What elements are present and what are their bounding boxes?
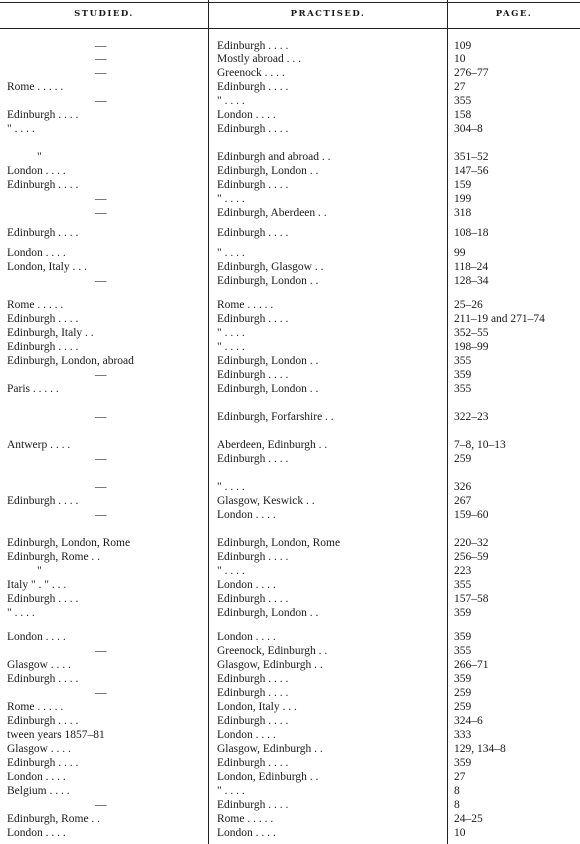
- cell-practised: Edinburgh . . . .: [217, 593, 289, 605]
- cell-page: 276–77: [454, 67, 489, 79]
- cell-page: 359: [454, 631, 472, 643]
- cell-practised: Glasgow, Edinburgh . .: [217, 659, 323, 671]
- cell-practised: Edinburgh, London, Rome: [217, 537, 341, 549]
- cell-studied: Antwerp . . . .: [7, 439, 71, 451]
- cell-studied: Rome . . . . .: [7, 701, 64, 713]
- cell-page: 318: [454, 207, 472, 219]
- cell-studied: Edinburgh . . . .: [7, 495, 79, 507]
- cell-page: 304–8: [454, 123, 483, 135]
- cell-page: 147–56: [454, 165, 489, 177]
- cell-practised: " . . . .: [217, 95, 245, 107]
- cell-page: 259: [454, 687, 472, 699]
- cell-studied: —: [95, 193, 107, 205]
- cell-studied: —: [95, 453, 107, 465]
- cell-page: 7–8, 10–13: [454, 439, 506, 451]
- cell-studied: Edinburgh . . . .: [7, 109, 79, 121]
- cell-practised: Edinburgh, London . .: [217, 275, 319, 287]
- cell-practised: London . . . .: [217, 827, 276, 839]
- cell-studied: London, Italy . . .: [7, 261, 87, 273]
- cell-studied: London . . . .: [7, 165, 66, 177]
- cell-practised: Edinburgh . . . .: [217, 551, 289, 563]
- cell-studied: London . . . .: [7, 771, 66, 783]
- cell-page: 220–32: [454, 537, 489, 549]
- cell-practised: London . . . .: [217, 729, 276, 741]
- cell-practised: Edinburgh . . . .: [217, 715, 289, 727]
- cell-page: 211–19 and 271–74: [454, 313, 545, 325]
- cell-practised: Edinburgh . . . .: [217, 313, 289, 325]
- cell-studied: Edinburgh, Italy . .: [7, 327, 94, 339]
- cell-studied: Paris . . . . .: [7, 383, 59, 395]
- cell-page: 359: [454, 673, 472, 685]
- cell-studied: Rome . . . . .: [7, 299, 64, 311]
- cell-studied: Edinburgh, London, Rome: [7, 537, 131, 549]
- column-divider-left: [208, 0, 209, 844]
- cell-studied: Edinburgh . . . .: [7, 313, 79, 325]
- cell-practised: Edinburgh . . . .: [217, 227, 289, 239]
- cell-studied: Edinburgh, London, abroad: [7, 355, 134, 367]
- cell-practised: London . . . .: [217, 579, 276, 591]
- cell-studied: Edinburgh . . . .: [7, 179, 79, 191]
- cell-page: 256–59: [454, 551, 489, 563]
- cell-practised: Edinburgh, Aberdeen . .: [217, 207, 327, 219]
- header-page: PAGE.: [495, 9, 533, 19]
- cell-studied: Edinburgh . . . .: [7, 715, 79, 727]
- cell-studied: —: [95, 40, 107, 52]
- cell-page: 267: [454, 495, 472, 507]
- cell-page: 157–58: [454, 593, 489, 605]
- cell-studied: —: [95, 95, 107, 107]
- cell-practised: Greenock, Edinburgh . .: [217, 645, 328, 657]
- cell-studied: Glasgow . . . .: [7, 743, 71, 755]
- cell-page: 159–60: [454, 509, 489, 521]
- cell-practised: Edinburgh, London . .: [217, 383, 319, 395]
- cell-page: 359: [454, 607, 472, 619]
- cell-studied: tween years 1857–81: [7, 729, 105, 741]
- cell-page: 99: [454, 247, 466, 259]
- cell-practised: " . . . .: [217, 785, 245, 797]
- cell-practised: Mostly abroad . . .: [217, 53, 302, 65]
- cell-page: 355: [454, 383, 472, 395]
- cell-page: 27: [454, 771, 466, 783]
- header-rule: [0, 28, 580, 29]
- cell-page: 355: [454, 355, 472, 367]
- cell-practised: Edinburgh . . . .: [217, 757, 289, 769]
- cell-page: 266–71: [454, 659, 489, 671]
- cell-studied: ": [37, 565, 42, 577]
- cell-practised: Edinburgh, London . .: [217, 165, 319, 177]
- cell-practised: Edinburgh . . . .: [217, 123, 289, 135]
- cell-practised: " . . . .: [217, 327, 245, 339]
- cell-practised: " . . . .: [217, 565, 245, 577]
- cell-practised: Glasgow, Edinburgh . .: [217, 743, 323, 755]
- cell-practised: " . . . .: [217, 193, 245, 205]
- cell-studied: Edinburgh . . . .: [7, 341, 79, 353]
- cell-studied: —: [95, 53, 107, 65]
- cell-page: 25–26: [454, 299, 483, 311]
- cell-studied: London . . . .: [7, 631, 66, 643]
- cell-page: 326: [454, 481, 472, 493]
- cell-practised: London . . . .: [217, 509, 276, 521]
- cell-page: 223: [454, 565, 472, 577]
- cell-studied: Edinburgh, Rome . .: [7, 813, 101, 825]
- cell-page: 10: [454, 827, 466, 839]
- cell-studied: Edinburgh . . . .: [7, 757, 79, 769]
- cell-studied: —: [95, 687, 107, 699]
- column-divider-right: [447, 0, 448, 844]
- cell-studied: Italy " . " . . .: [7, 579, 67, 591]
- cell-page: 351–52: [454, 151, 489, 163]
- cell-studied: " . . . .: [7, 607, 35, 619]
- cell-page: 24–25: [454, 813, 483, 825]
- cell-practised: Aberdeen, Edinburgh . .: [217, 439, 328, 451]
- cell-page: 158: [454, 109, 472, 121]
- cell-practised: Edinburgh . . . .: [217, 179, 289, 191]
- cell-studied: Glasgow . . . .: [7, 659, 71, 671]
- cell-practised: Edinburgh, Forfarshire . .: [217, 411, 334, 423]
- cell-studied: —: [95, 207, 107, 219]
- cell-page: 109: [454, 40, 472, 52]
- cell-studied: —: [95, 411, 107, 423]
- cell-page: 27: [454, 81, 466, 93]
- cell-page: 199: [454, 193, 472, 205]
- cell-practised: Edinburgh . . . .: [217, 673, 289, 685]
- cell-page: 333: [454, 729, 472, 741]
- cell-page: 359: [454, 757, 472, 769]
- cell-practised: " . . . .: [217, 247, 245, 259]
- cell-practised: London . . . .: [217, 631, 276, 643]
- cell-practised: Edinburgh . . . .: [217, 40, 289, 52]
- cell-practised: " . . . .: [217, 341, 245, 353]
- cell-page: 129, 134–8: [454, 743, 506, 755]
- cell-page: 324–6: [454, 715, 483, 727]
- cell-practised: Edinburgh, Glasgow . .: [217, 261, 324, 273]
- cell-studied: Rome . . . . .: [7, 81, 64, 93]
- cell-practised: Rome . . . . .: [217, 813, 274, 825]
- cell-studied: —: [95, 67, 107, 79]
- cell-page: 8: [454, 785, 460, 797]
- cell-practised: Edinburgh and abroad . .: [217, 151, 331, 163]
- cell-studied: London . . . .: [7, 247, 66, 259]
- cell-practised: Edinburgh . . . .: [217, 687, 289, 699]
- cell-studied: —: [95, 645, 107, 657]
- cell-studied: Edinburgh . . . .: [7, 593, 79, 605]
- cell-studied: —: [95, 369, 107, 381]
- cell-studied: —: [95, 481, 107, 493]
- cell-page: 10: [454, 53, 466, 65]
- cell-practised: London, Edinburgh . .: [217, 771, 319, 783]
- cell-page: 259: [454, 701, 472, 713]
- cell-practised: " . . . .: [217, 481, 245, 493]
- cell-practised: Edinburgh, London . .: [217, 607, 319, 619]
- cell-page: 355: [454, 579, 472, 591]
- cell-studied: " . . . .: [7, 123, 35, 135]
- cell-page: 259: [454, 453, 472, 465]
- cell-page: 159: [454, 179, 472, 191]
- cell-studied: Edinburgh . . . .: [7, 673, 79, 685]
- cell-practised: Edinburgh . . . .: [217, 799, 289, 811]
- cell-studied: —: [95, 799, 107, 811]
- cell-page: 198–99: [454, 341, 489, 353]
- cell-studied: —: [95, 275, 107, 287]
- cell-studied: ": [37, 151, 42, 163]
- cell-page: 355: [454, 645, 472, 657]
- cell-practised: London, Italy . . .: [217, 701, 297, 713]
- cell-page: 359: [454, 369, 472, 381]
- header-practised: PRACTISED.: [290, 9, 366, 19]
- cell-practised: London . . . .: [217, 109, 276, 121]
- cell-practised: Rome . . . . .: [217, 299, 274, 311]
- cell-page: 8: [454, 799, 460, 811]
- cell-studied: Edinburgh, Rome . .: [7, 551, 101, 563]
- cell-practised: Greenock . . . .: [217, 67, 285, 79]
- cell-studied: Edinburgh . . . .: [7, 227, 79, 239]
- cell-studied: Belgium . . . .: [7, 785, 70, 797]
- cell-page: 108–18: [454, 227, 489, 239]
- cell-studied: London . . . .: [7, 827, 66, 839]
- cell-page: 352–55: [454, 327, 489, 339]
- header-studied: STUDIED.: [74, 9, 134, 19]
- cell-page: 118–24: [454, 261, 489, 273]
- cell-studied: —: [95, 509, 107, 521]
- top-rule: [0, 2, 580, 3]
- cell-practised: Edinburgh, London . .: [217, 355, 319, 367]
- cell-page: 355: [454, 95, 472, 107]
- cell-practised: Edinburgh . . . .: [217, 81, 289, 93]
- cell-practised: Glasgow, Keswick . .: [217, 495, 315, 507]
- cell-page: 128–34: [454, 275, 489, 287]
- cell-practised: Edinburgh . . . .: [217, 453, 289, 465]
- cell-page: 322–23: [454, 411, 489, 423]
- cell-practised: Edinburgh . . . .: [217, 369, 289, 381]
